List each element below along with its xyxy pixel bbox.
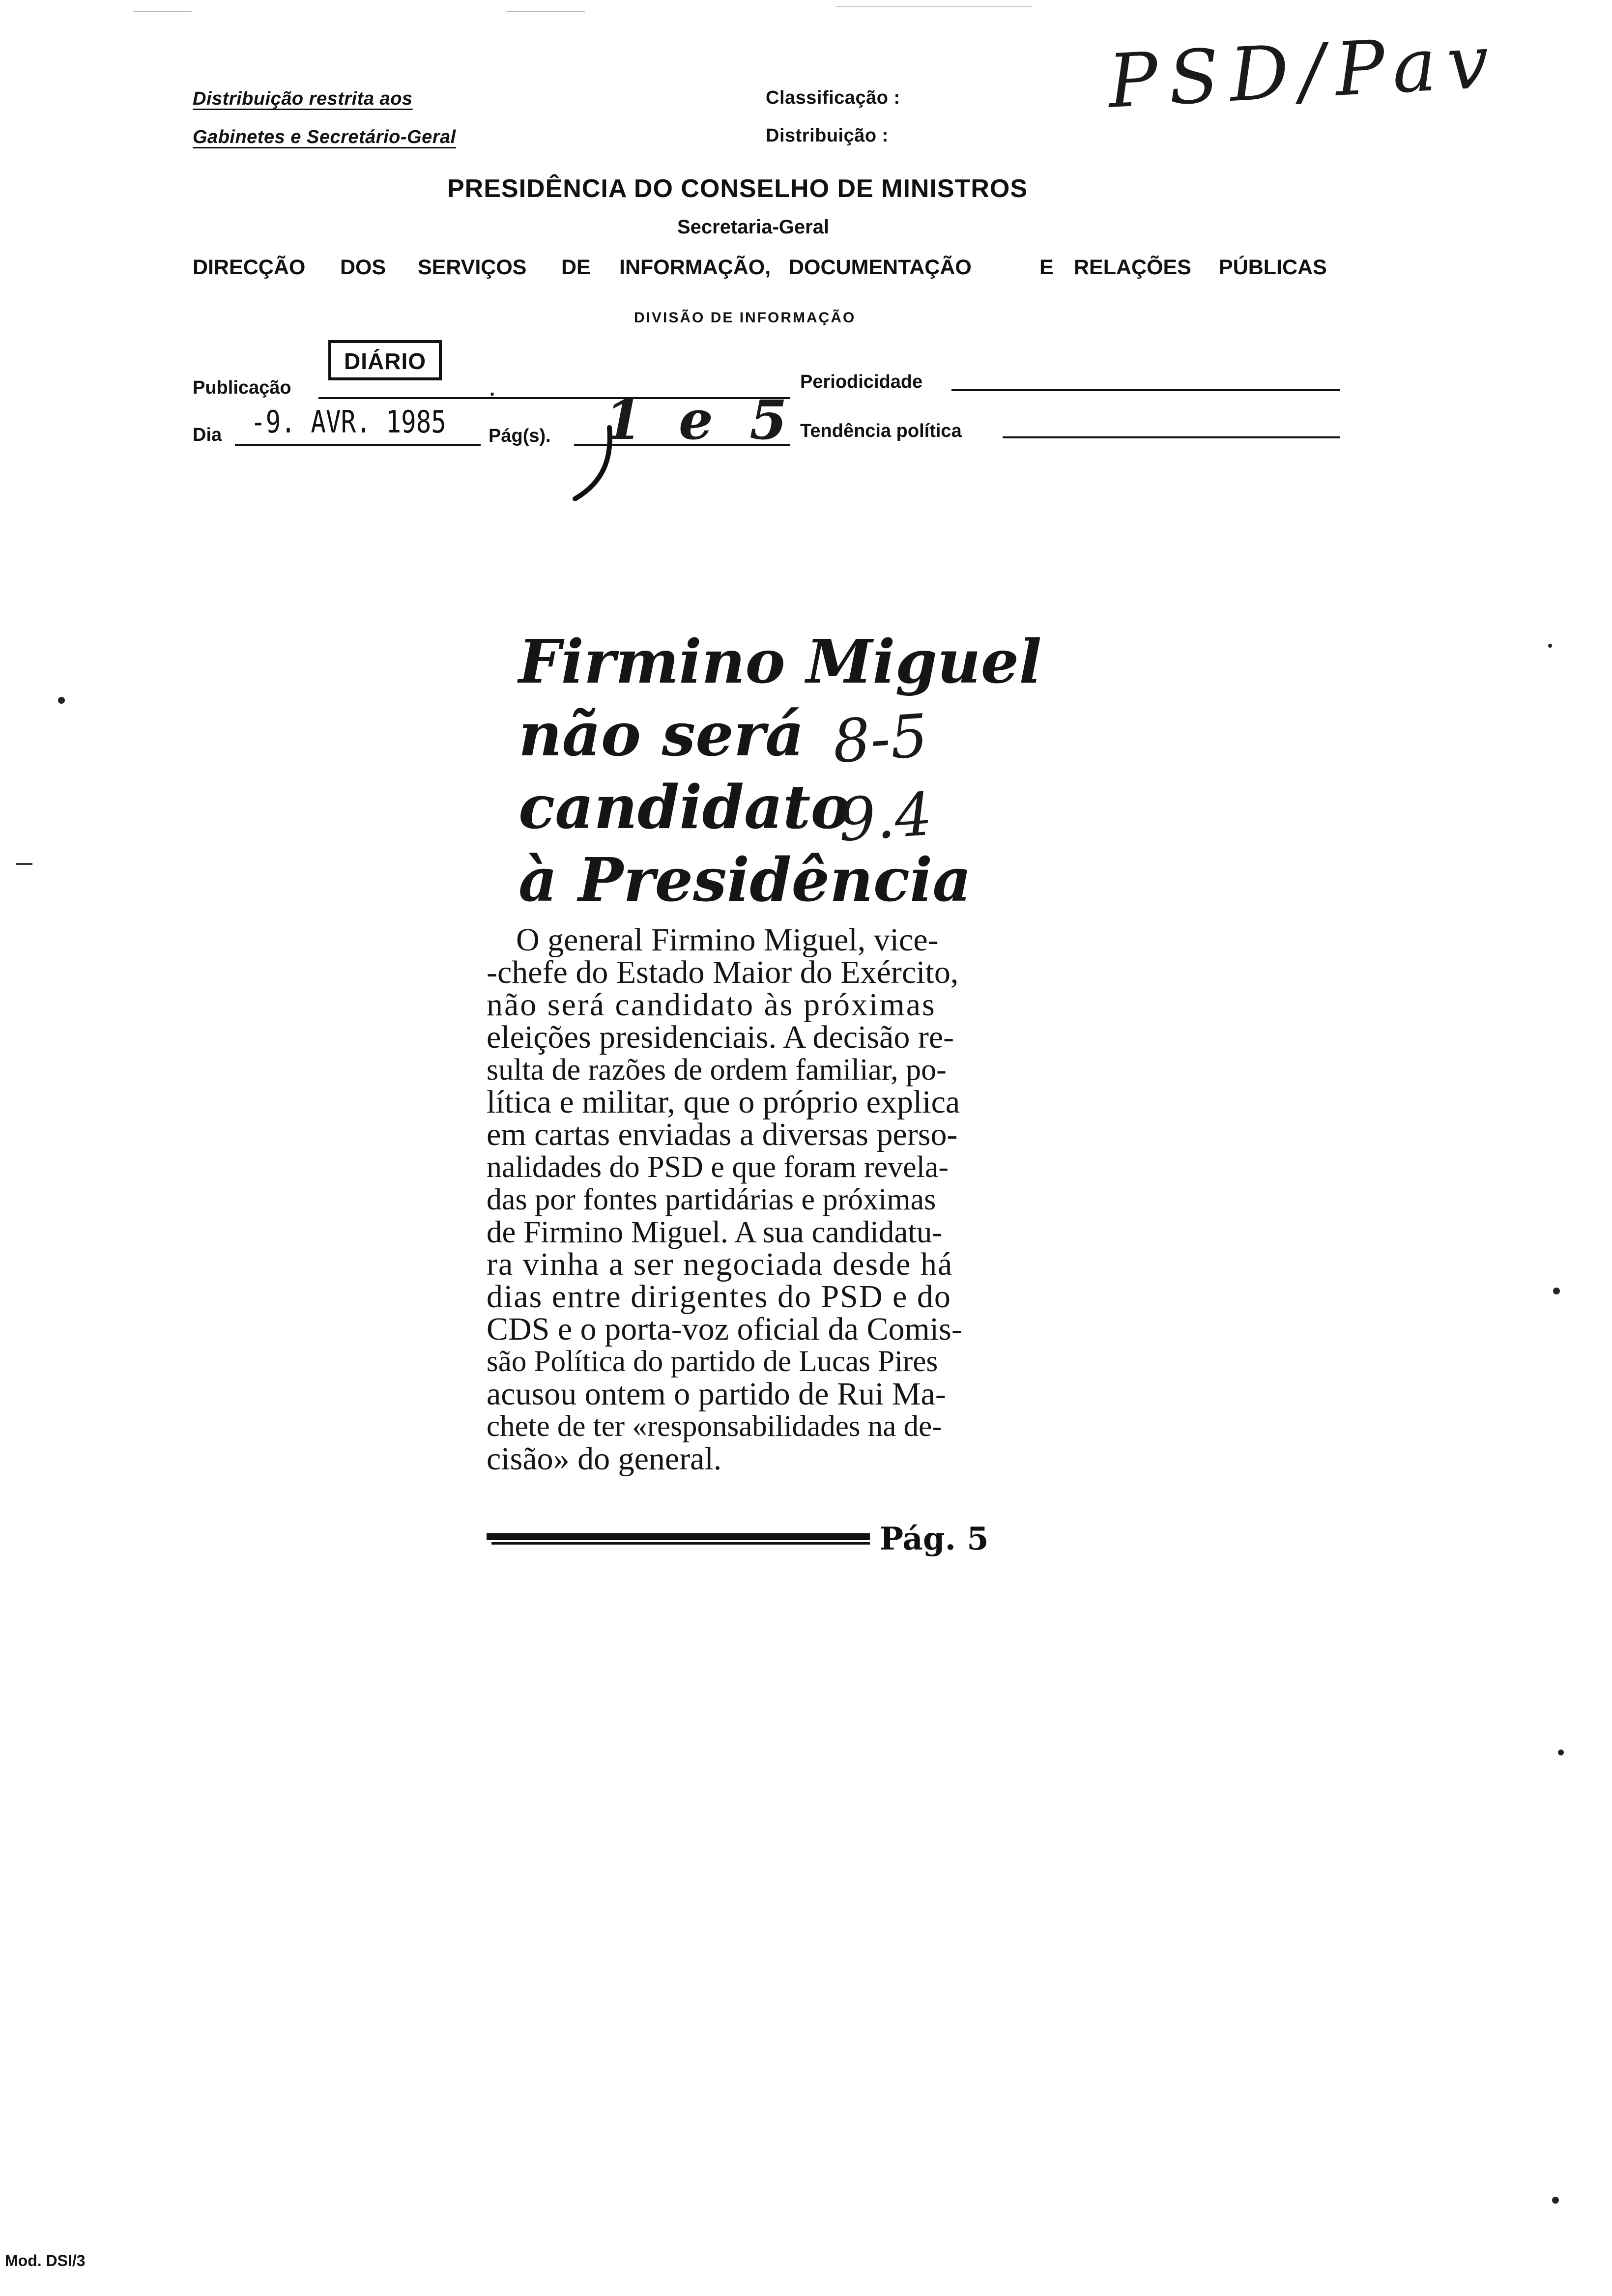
dia-underline — [235, 444, 481, 446]
handwritten-reference: PSD/Pav — [1106, 19, 1502, 125]
direccao-word: DOS — [340, 256, 386, 279]
page-ref-rule-thin — [491, 1542, 870, 1545]
article-headline-line: à Presidência — [518, 844, 972, 915]
scan-speck — [1553, 1288, 1560, 1294]
pags-handwritten: 1 e 5 — [604, 388, 796, 452]
scan-speck — [1552, 2197, 1559, 2204]
article-body-line: cisão» do general. — [487, 1441, 722, 1477]
direccao-word: E — [1039, 256, 1054, 279]
article-body-line: não será candidato às próximas — [487, 987, 936, 1023]
article-body-line: em cartas enviadas a diversas perso- — [487, 1117, 958, 1152]
article-body-line: de Firmino Miguel. A sua candidatu- — [487, 1215, 943, 1249]
tendencia-label: Tendência política — [800, 421, 962, 441]
tendencia-underline — [1003, 436, 1340, 438]
form-code: Mod. DSI/3 — [5, 2252, 86, 2269]
article-body-line: CDS e o porta-voz oficial da Comis- — [487, 1311, 962, 1347]
page-ref-rule — [487, 1533, 870, 1540]
direccao-word: PÚBLICAS — [1219, 256, 1327, 279]
article-body-line: eleições presidenciais. A decisão re- — [487, 1019, 954, 1055]
article-body-line: -chefe do Estado Maior do Exército, — [487, 954, 959, 990]
article-body-line: nalidades do PSD e que foram revela- — [487, 1150, 949, 1184]
article-body-line: ra vinha a ser negociada desde há — [487, 1246, 953, 1282]
periodicidade-underline — [951, 389, 1340, 391]
article-body-line: lítica e militar, que o próprio explica — [487, 1084, 960, 1120]
scan-edge-mark — [506, 11, 585, 12]
scan-speck — [16, 863, 32, 865]
pags-label: Pág(s). — [489, 426, 551, 446]
article-body-line: são Política do partido de Lucas Pires — [487, 1345, 938, 1378]
scan-speck — [58, 697, 65, 704]
direccao-word: DE — [561, 256, 591, 279]
classificacao-label: Classificação : — [766, 87, 900, 108]
institution-subtitle: Secretaria-Geral — [677, 216, 830, 238]
restricted-distribution-line1: Distribuição restrita aos — [193, 88, 413, 109]
direccao-word: DOCUMENTAÇÃO — [789, 256, 972, 279]
stamp-dot: . — [489, 378, 495, 400]
dia-date-stamp: -9. AVR. 1985 — [251, 404, 446, 440]
scan-edge-mark — [133, 11, 192, 12]
article-headline-line: Firmino Miguel — [518, 626, 1042, 697]
direccao-line — [0, 256, 1612, 285]
page-ref-label: Pág. 5 — [880, 1521, 989, 1557]
publicacao-stamp: DIÁRIO — [328, 340, 442, 380]
article-body-line: O general Firmino Miguel, vice- — [516, 922, 939, 958]
article-body — [487, 924, 1022, 1475]
direccao-word: RELAÇÕES — [1074, 256, 1191, 279]
periodicidade-label: Periodicidade — [800, 372, 923, 392]
article-body-line: sulta de razões de ordem familiar, po- — [487, 1053, 947, 1087]
scan-edge-mark — [835, 6, 1032, 7]
direccao-word: DIRECÇÃO — [193, 256, 306, 279]
publicacao-label: Publicação — [193, 377, 291, 398]
direccao-word: SERVIÇOS — [418, 256, 527, 279]
dia-label: Dia — [193, 425, 222, 445]
handwritten-annotation: 8-5 9.4 — [830, 702, 935, 855]
article-body-line: dias entre dirigentes do PSD e do — [487, 1279, 951, 1315]
article-body-line: chete de ter «responsabilidades na de- — [487, 1410, 942, 1443]
scan-speck — [1558, 1750, 1564, 1755]
scan-speck — [1548, 644, 1552, 648]
direccao-word: INFORMAÇÃO, — [619, 256, 771, 279]
article-headline-line: não será — [518, 699, 805, 770]
article-body-line: das por fontes partidárias e próximas — [487, 1183, 936, 1216]
restricted-distribution-line2: Gabinetes e Secretário-Geral — [193, 127, 456, 147]
institution-title: PRESIDÊNCIA DO CONSELHO DE MINISTROS — [447, 174, 1028, 203]
handwritten-stroke-path — [575, 428, 610, 499]
divisao-informacao: DIVISÃO DE INFORMAÇÃO — [634, 310, 856, 326]
handwritten-stroke — [565, 423, 624, 506]
article-body-line: acusou ontem o partido de Rui Ma- — [487, 1376, 946, 1412]
distribuicao-label: Distribuição : — [766, 125, 889, 146]
article-headline-line: candidato — [518, 772, 851, 842]
